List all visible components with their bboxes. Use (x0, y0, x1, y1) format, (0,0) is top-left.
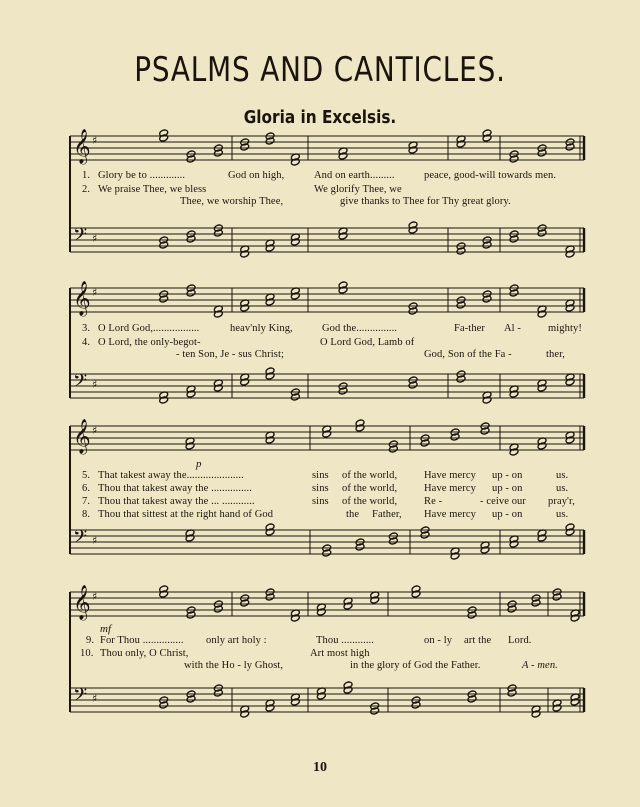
lyric-segment: Have mercy (424, 483, 477, 494)
lyric-segment: sins (312, 496, 329, 507)
lyric-verse-number: 4. (82, 337, 91, 348)
lyric-segment: God, Son of the Fa - (424, 349, 512, 360)
lyric-segment: peace, good-will towards men. (424, 170, 557, 181)
lyric-segment: Art most high (310, 648, 370, 659)
lyric-segment: - ceive our (480, 496, 526, 507)
lyric-segment: We glorify Thee, we (314, 184, 402, 195)
lyric-verse-number: 9. (86, 635, 95, 646)
lyric-segment: A - men. (522, 660, 558, 671)
lyric-segment: up - on (492, 483, 523, 494)
lyric-segment: O Lord God, Lamb of (320, 337, 415, 348)
lyric-segment: Thee, we worship Thee, (180, 196, 284, 207)
lyric-segment: sins (312, 483, 329, 494)
dynamic-marking: p (196, 458, 202, 470)
lyric-segment: up - on (492, 470, 523, 481)
lyric-segment: heav'nly King, (230, 323, 293, 334)
key-sharp-icon: ♯ (92, 286, 98, 299)
lyric-segment: of the world, (342, 483, 398, 494)
lyric-segment: with the Ho - ly Ghost, (184, 660, 284, 671)
lyric-segment: For Thou ............... (100, 635, 184, 646)
lyric-segment: O Lord, the only-begot- (98, 337, 201, 348)
lyric-segment: ther, (546, 349, 566, 360)
lyric-segment: mighty! (548, 323, 582, 334)
lyric-segment: God on high, (228, 170, 285, 181)
lyric-segment: Thou only, O Christ, (100, 648, 189, 659)
treble-clef-icon: 𝄞 (73, 281, 91, 316)
lyric-segment: Thou that takest away the ............... (98, 483, 252, 494)
key-sharp-icon: ♯ (92, 590, 98, 603)
lyric-verse-number: 6. (82, 483, 91, 494)
lyric-segment: Glory be to ............. (98, 170, 186, 181)
lyric-segment: of the world, (342, 496, 398, 507)
lyric-segment: - ten Son, Je - sus Christ; (176, 349, 284, 360)
lyric-verse-number: 3. (82, 323, 91, 334)
lyric-segment: O Lord God,................. (98, 323, 200, 334)
lyric-segment: Re - (424, 496, 443, 507)
key-sharp-icon: ♯ (92, 534, 98, 547)
page-number: 10 (313, 760, 327, 775)
hymn-title: Gloria in Excelsis. (243, 107, 397, 128)
key-sharp-icon: ♯ (92, 692, 98, 705)
lyric-segment: art the (464, 635, 492, 646)
bass-clef-icon: 𝄢 (73, 527, 88, 552)
lyric-segment: Have mercy (424, 470, 477, 481)
lyric-segment: us. (556, 483, 569, 494)
page-title: PSALMS AND CANTICLES. (134, 50, 506, 90)
bass-clef-icon: 𝄢 (73, 371, 88, 396)
lyric-segment: on - ly (424, 635, 453, 646)
treble-clef-icon: 𝄞 (73, 585, 91, 620)
lyric-segment: God the............... (322, 323, 398, 334)
lyric-segment: Thou that takest away the ... ............ (98, 496, 255, 507)
lyric-segment: only art holy : (206, 635, 267, 646)
lyric-segment: pray'r, (548, 496, 575, 507)
lyric-segment: Lord. (508, 635, 532, 646)
lyric-verse-number: 5. (82, 470, 91, 481)
lyric-verse-number: 10. (80, 648, 94, 659)
lyric-segment: That takest away the..................... (98, 470, 244, 481)
treble-clef-icon: 𝄞 (73, 129, 91, 164)
lyric-segment: Thou ............ (316, 635, 374, 646)
lyric-segment: in the glory of God the Father. (350, 660, 481, 671)
lyric-verse-number: 7. (82, 496, 91, 507)
lyric-segment: us. (556, 509, 569, 520)
dynamic-marking: mf (100, 623, 111, 635)
lyric-segment: of the world, (342, 470, 398, 481)
key-sharp-icon: ♯ (92, 378, 98, 391)
lyric-segment: Al - (504, 323, 522, 334)
treble-clef-icon: 𝄞 (73, 419, 91, 454)
lyric-segment: give thanks to Thee for Thy great glory. (340, 196, 511, 207)
bass-clef-icon: 𝄢 (73, 685, 88, 710)
key-sharp-icon: ♯ (92, 424, 98, 437)
lyric-segment: us. (556, 470, 569, 481)
lyric-segment: We praise Thee, we bless (98, 184, 207, 195)
lyric-segment: Thou that sittest at the right hand of God (98, 509, 274, 520)
lyric-segment: sins (312, 470, 329, 481)
lyric-segment: the (346, 509, 360, 520)
lyric-segment: Father, (372, 509, 402, 520)
key-sharp-icon: ♯ (92, 134, 98, 147)
lyric-verse-number: 8. (82, 509, 91, 520)
lyric-segment: Fa-ther (454, 323, 486, 334)
lyric-verse-number: 1. (82, 170, 91, 181)
bass-clef-icon: 𝄢 (73, 225, 88, 250)
lyric-verse-number: 2. (82, 184, 91, 195)
lyric-segment: up - on (492, 509, 523, 520)
lyric-segment: Have mercy (424, 509, 477, 520)
lyric-segment: And on earth......... (314, 170, 395, 181)
key-sharp-icon: ♯ (92, 232, 98, 245)
